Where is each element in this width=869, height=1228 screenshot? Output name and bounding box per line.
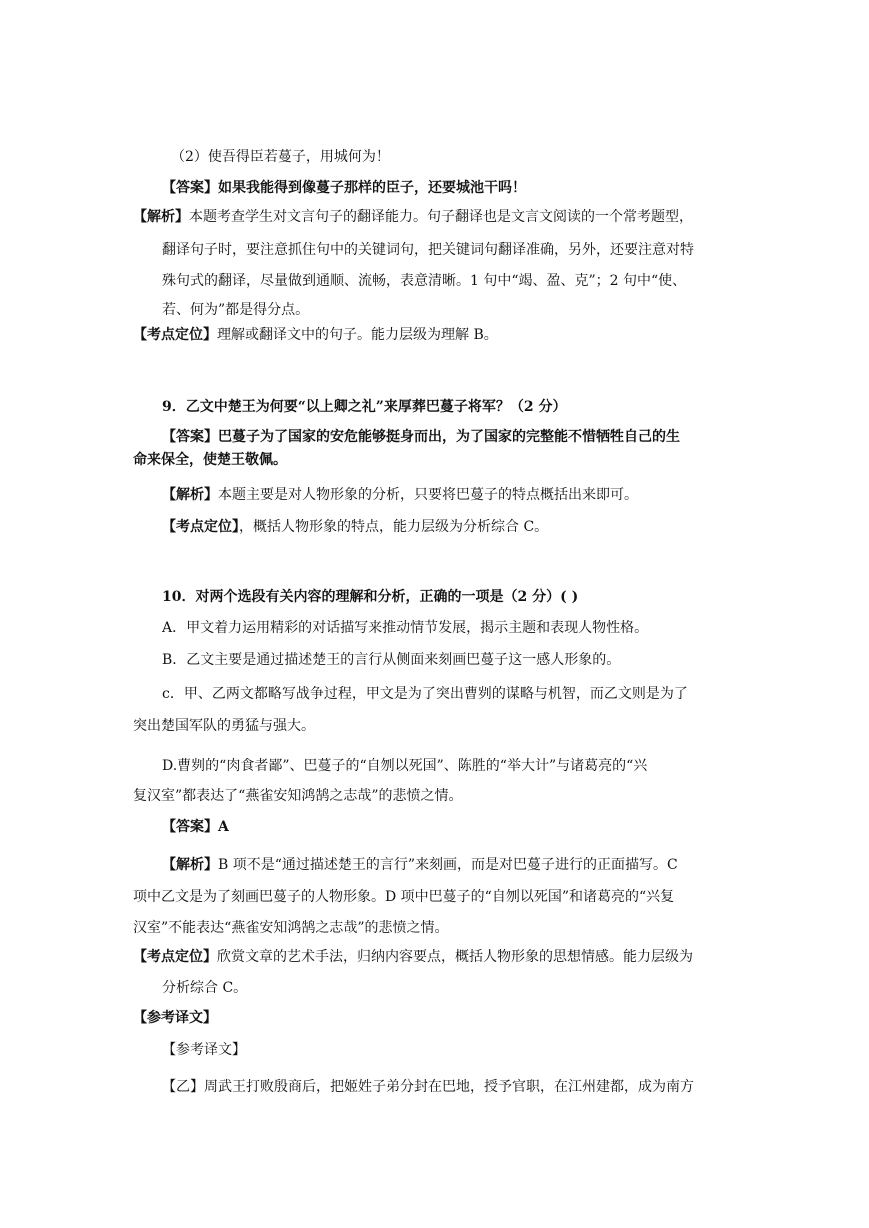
q10-option-b: B．乙文主要是通过描述楚王的言行从侧面来刻画巴蔓子这一感人形象的。 bbox=[162, 652, 621, 668]
analysis-label: 【解析】 bbox=[133, 209, 189, 225]
translation-subheading: 【参考译文】 bbox=[162, 1042, 246, 1058]
q10-analysis-line-1 bbox=[162, 855, 678, 875]
q9-analysis bbox=[162, 485, 638, 505]
q8-answer bbox=[162, 178, 526, 198]
yi-label: 【乙】 bbox=[162, 1079, 204, 1095]
q8-item2: （2）使吾得臣若蔓子，用城何为！ bbox=[171, 149, 390, 165]
q10-point-line-1 bbox=[133, 947, 693, 967]
q10-option-d-line-1: D.曹刿的“肉食者鄙”、巴蔓子的“自刎以死国”、陈胜的“举大计”与诸葛亮的“兴 bbox=[162, 758, 648, 774]
point-text: 理解或翻译文中的句子。能力层级为理解 B。 bbox=[217, 327, 498, 343]
analysis-text: 本题主要是对人物形象的分析，只要将巴蔓子的特点概括出来即可。 bbox=[218, 487, 638, 503]
answer-label: 【答案】 bbox=[162, 180, 218, 196]
q10-option-a: A．甲文着力运用精彩的对话描写来推动情节发展，揭示主题和表现人物性格。 bbox=[162, 620, 649, 636]
q8-analysis-line-4: 若、何为”都是得分点。 bbox=[162, 302, 310, 318]
q10-option-d-line-2: 复汉室”都表达了“燕雀安知鸿鹄之志哉”的悲愤之情。 bbox=[133, 788, 463, 804]
analysis-label: 【解析】 bbox=[162, 857, 218, 873]
q9-answer-line-2: 命来保全，使楚王敬佩。 bbox=[133, 452, 287, 468]
q10-answer bbox=[162, 817, 229, 837]
analysis-text: 本题考查学生对文言句子的翻译能力。句子翻译也是文言文阅读的一个常考题型， bbox=[189, 209, 693, 225]
answer-label: 【答案】 bbox=[162, 819, 218, 835]
q10-option-c-line-1: c．甲、乙两文都略写战争过程，甲文是为了突出曹刿的谋略与机智，而乙文则是为了 bbox=[162, 686, 688, 702]
point-text: 欣赏文章的艺术手法，归纳内容要点，概括人物形象的思想情感。能力层级为 bbox=[217, 949, 693, 965]
q8-point bbox=[133, 325, 498, 345]
q8-analysis-line-1 bbox=[133, 207, 693, 227]
answer-text: 巴蔓子为了国家的安危能够挺身而出，为了国家的完整能不惜牺牲自己的生 bbox=[218, 429, 680, 445]
q10-option-c-line-2: 突出楚国军队的勇猛与强大。 bbox=[133, 718, 315, 734]
q10-analysis-line-2: 项中乙文是为了刻画巴蔓子的人物形象。D 项中巴蔓子的“自刎以死国”和诸葛亮的“兴复 bbox=[133, 889, 675, 905]
point-label: 【考点定位】 bbox=[133, 327, 217, 343]
answer-label: 【答案】 bbox=[162, 429, 218, 445]
q9-point bbox=[162, 517, 548, 537]
translation-yi bbox=[162, 1077, 694, 1097]
q9-answer-line-1 bbox=[162, 427, 680, 447]
q9-title: 9．乙文中楚王为何要“以上卿之礼”来厚葬巴蔓子将军？（2 分） bbox=[162, 399, 567, 415]
yi-text: 周武王打败殷商后，把姬姓子弟分封在巴地，授予官职，在江州建都，成为南方 bbox=[204, 1079, 694, 1095]
point-label: 【考点定位】 bbox=[162, 519, 239, 535]
point-label: 【考点定位】 bbox=[133, 949, 217, 965]
answer-text: A bbox=[218, 819, 229, 835]
analysis-label: 【解析】 bbox=[162, 487, 218, 503]
q8-analysis-line-2: 翻译句子时，要注意抓住句中的关键词句，把关键词句翻译准确，另外，还要注意对特 bbox=[162, 242, 694, 258]
q8-analysis-line-3: 殊句式的翻译，尽量做到通顺、流畅，表意清晰。1 句中“竭、盈、克”；2 句中“使、 bbox=[162, 273, 687, 289]
q10-analysis-line-3: 汉室”不能表达“燕雀安知鸿鹄之志哉”的悲愤之情。 bbox=[133, 920, 449, 936]
analysis-text: B 项不是“通过描述楚王的言行”来刻画，而是对巴蔓子进行的正面描写。C bbox=[218, 857, 678, 873]
answer-text: 如果我能得到像蔓子那样的臣子，还要城池干吗！ bbox=[218, 180, 526, 196]
translation-heading: 【参考译文】 bbox=[133, 1010, 217, 1026]
q10-title: 10．对两个选段有关内容的理解和分析，正确的一项是（2 分）( ) bbox=[162, 589, 579, 605]
point-text: ，概括人物形象的特点，能力层级为分析综合 C。 bbox=[239, 519, 549, 535]
q10-point-line-2: 分析综合 C。 bbox=[162, 980, 248, 996]
